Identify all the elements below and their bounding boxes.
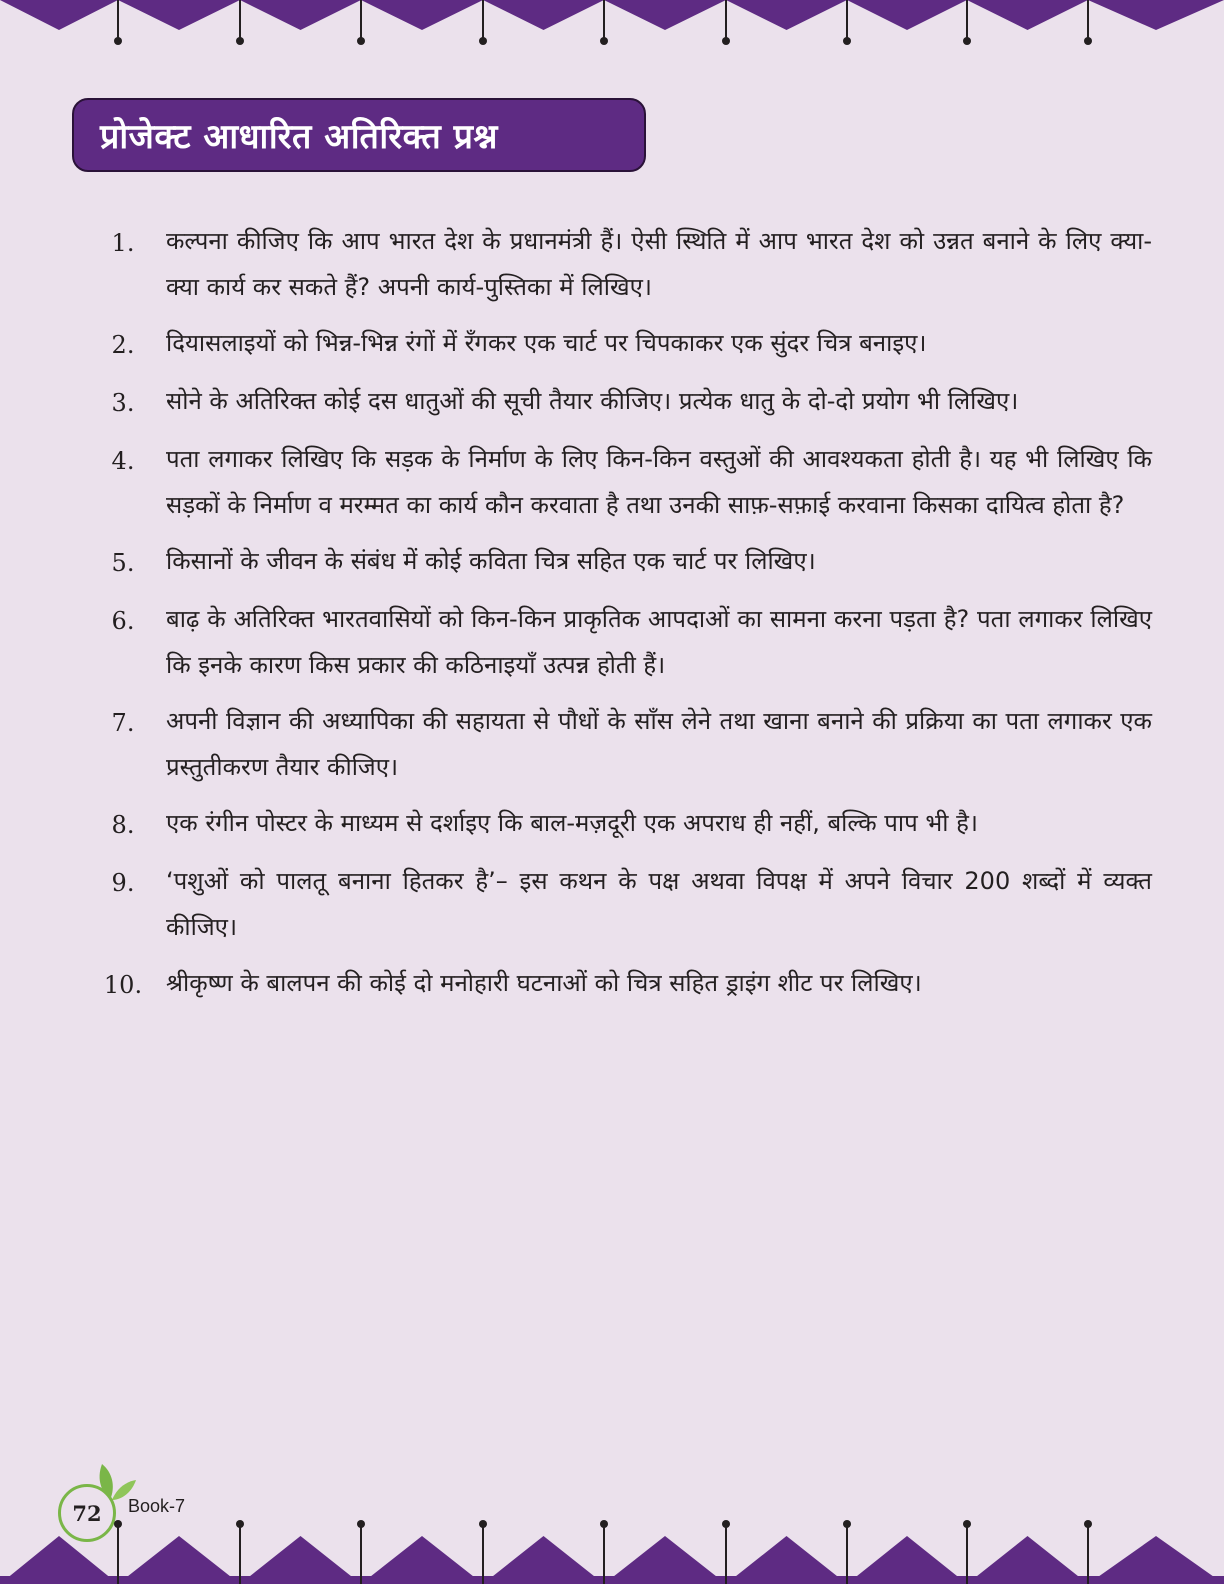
question-item bbox=[80, 596, 1152, 688]
question-item bbox=[80, 218, 1152, 310]
section-title-banner bbox=[72, 98, 646, 172]
question-list bbox=[80, 218, 1152, 1018]
question-text: पता लगाकर लिखिए कि सड़क के निर्माण के लिए किन-किन वस्तुओं की आवश्यकता होती है। यह भी लिखिए कि सड़कों के निर्माण व मरम्मत का कार्य कौन करवाता है तथा उनकी साफ़-सफ़ाई करवाना किसका दायित्व होता है? bbox=[166, 445, 1152, 519]
question-item bbox=[80, 800, 1152, 848]
question-text: श्रीकृष्ण के बालपन की कोई दो मनोहारी घटनाओं को चित्र सहित ड्राइंग शीट पर लिखिए। bbox=[166, 969, 922, 997]
question-text: अपनी विज्ञान की अध्यापिका की सहायता से पौधों के साँस लेने तथा खाना बनाने की प्रक्रिया का पता लगाकर एक प्रस्तुतीकरण तैयार कीजिए। bbox=[166, 707, 1152, 781]
question-item bbox=[80, 320, 1152, 368]
page-number: 72 bbox=[72, 1500, 102, 1526]
question-number: 8. bbox=[111, 811, 135, 839]
question-text: दियासलाइयों को भिन्न-भिन्न रंगों में रँगकर एक चार्ट पर चिपकाकर एक सुंदर चित्र बनाइए। bbox=[166, 329, 927, 357]
question-number: 6. bbox=[111, 607, 135, 635]
section-title: प्रोजेक्ट आधारित अतिरिक्त प्रश्न bbox=[100, 117, 498, 157]
question-text: कल्पना कीजिए कि आप भारत देश के प्रधानमंत्री हैं। ऐसी स्थिति में आप भारत देश को उन्नत बनाने के लिए क्या-क्या कार्य कर सकते हैं? अपनी कार्य-पुस्तिका में लिखिए। bbox=[166, 227, 1152, 301]
question-item bbox=[80, 960, 1152, 1008]
question-number: 9. bbox=[111, 869, 135, 897]
question-number: 3. bbox=[111, 389, 135, 417]
question-text: किसानों के जीवन के संबंध में कोई कविता चित्र सहित एक चार्ट पर लिखिए। bbox=[166, 547, 816, 575]
question-text: ‘पशुओं को पालतू बनाना हितकर है’– इस कथन के पक्ष अथवा विपक्ष में अपने विचार 200 शब्दों में व्यक्त कीजिए। bbox=[166, 867, 1152, 941]
question-text: सोने के अतिरिक्त कोई दस धातुओं की सूची तैयार कीजिए। प्रत्येक धातु के दो-दो प्रयोग भी लिखिए। bbox=[166, 387, 1019, 415]
question-number: 7. bbox=[111, 709, 135, 737]
question-number: 5. bbox=[111, 549, 135, 577]
bottom-zigzag-border bbox=[0, 1512, 1224, 1584]
top-zigzag-border bbox=[0, 0, 1224, 52]
question-item bbox=[80, 698, 1152, 790]
question-item bbox=[80, 858, 1152, 950]
question-number: 4. bbox=[111, 447, 135, 475]
book-label: Book-7 bbox=[128, 1496, 186, 1516]
question-item bbox=[80, 538, 1152, 586]
question-text: एक रंगीन पोस्टर के माध्यम से दर्शाइए कि बाल-मज़दूरी एक अपराध ही नहीं, बल्कि पाप भी है। bbox=[166, 809, 978, 837]
question-item bbox=[80, 436, 1152, 528]
question-number: 10. bbox=[103, 971, 143, 999]
question-number: 2. bbox=[111, 331, 135, 359]
question-number: 1. bbox=[111, 229, 135, 257]
question-item bbox=[80, 378, 1152, 426]
question-text: बाढ़ के अतिरिक्त भारतवासियों को किन-किन प्राकृतिक आपदाओं का सामना करना पड़ता है? पता लगाकर लिखिए कि इनके कारण किस प्रकार की कठिनाइयाँ उत्पन्न होती हैं। bbox=[166, 605, 1152, 679]
